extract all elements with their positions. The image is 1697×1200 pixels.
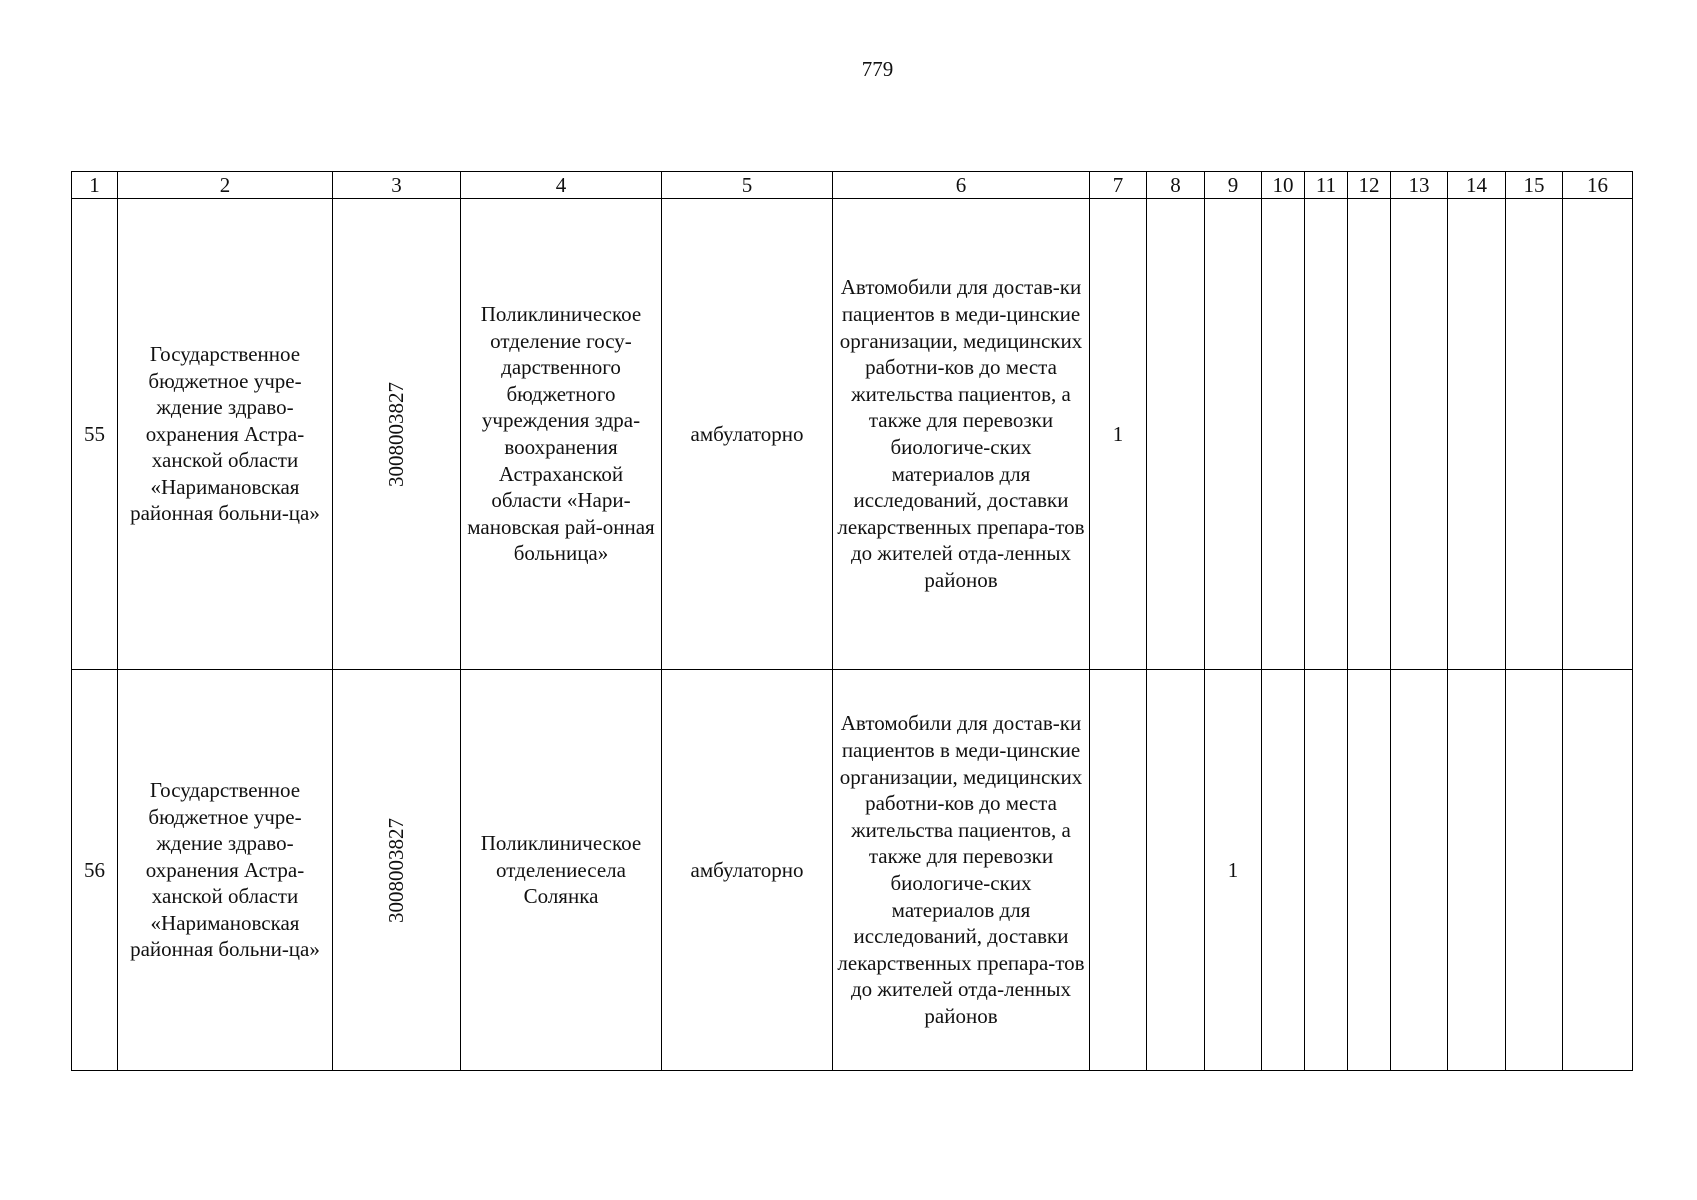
column-number: 7 (1090, 172, 1147, 199)
value-cell-13 (1391, 670, 1448, 1071)
vehicle-purpose: Автомобили для достав-ки пациентов в меди-цинские организации, медицинских работни-ков до места жительства пациентов, а также для перевозки биологиче-ских материалов для исследований, доставки лекарственных препара-тов до жителей отда-ленных районов (837, 711, 1085, 1028)
column-number: 11 (1305, 172, 1348, 199)
value-cell-13 (1391, 199, 1448, 670)
division-cell (461, 670, 662, 1071)
value-cell-15 (1506, 670, 1563, 1071)
value-cell-12 (1348, 670, 1391, 1071)
division-name: Поликлиническое отделение госу-дарственного бюджетного учреждения здра-воохранения Астраханской области «Нари-мановская рай-онная больница» (467, 302, 655, 566)
value-cell-9: 1 (1205, 670, 1262, 1071)
column-number: 2 (118, 172, 333, 199)
vehicle-purpose-cell (833, 199, 1090, 670)
value-cell-14 (1448, 199, 1506, 670)
value-cell-16 (1563, 670, 1633, 1071)
value-cell-16 (1563, 199, 1633, 670)
organization-cell (118, 199, 333, 670)
value-cell-10 (1262, 670, 1305, 1071)
inn-value: 3008003827 (384, 381, 409, 487)
value-cell-11 (1305, 670, 1348, 1071)
column-number: 1 (72, 172, 118, 199)
vehicle-purpose-cell (833, 670, 1090, 1071)
column-number: 14 (1448, 172, 1506, 199)
column-number: 16 (1563, 172, 1633, 199)
page-number: 779 (861, 57, 894, 81)
column-number: 12 (1348, 172, 1391, 199)
value-cell-11 (1305, 199, 1348, 670)
division-name: Поликлиническое отделениесела Солянка (480, 831, 642, 909)
column-number: 3 (333, 172, 461, 199)
value-cell-9 (1205, 199, 1262, 670)
value-cell-10 (1262, 199, 1305, 670)
vehicle-purpose: Автомобили для достав-ки пациентов в меди-цинские организации, медицинских работни-ков до места жительства пациентов, а также для перевозки биологиче-ских материалов для исследований, доставки лекарственных препара-тов до жителей отда-ленных районов (837, 275, 1085, 592)
column-number: 9 (1205, 172, 1262, 199)
organization-name: Государственное бюджетное учре-ждение здраво-охранения Астра-ханской области «Наримановская районная больни-ца» (130, 341, 320, 526)
care-mode-cell: амбулаторно (662, 670, 833, 1071)
column-number: 4 (461, 172, 662, 199)
column-number: 13 (1391, 172, 1448, 199)
organization-cell (118, 670, 333, 1071)
table-row (72, 199, 1633, 670)
value-cell-7 (1090, 670, 1147, 1071)
table-row (72, 670, 1633, 1071)
value-cell-14 (1448, 670, 1506, 1071)
inn-cell (333, 670, 461, 1071)
column-number: 6 (833, 172, 1090, 199)
row-number-cell: 56 (72, 670, 118, 1071)
column-number: 8 (1147, 172, 1205, 199)
value-cell-12 (1348, 199, 1391, 670)
column-number: 15 (1506, 172, 1563, 199)
row-number-cell: 55 (72, 199, 118, 670)
data-table (71, 171, 1633, 1071)
care-mode-cell: амбулаторно (662, 199, 833, 670)
value-cell-8 (1147, 199, 1205, 670)
column-number: 10 (1262, 172, 1305, 199)
column-number: 5 (662, 172, 833, 199)
organization-name: Государственное бюджетное учре-ждение здраво-охранения Астра-ханской области «Наримановская районная больни-ца» (130, 777, 320, 962)
division-cell (461, 199, 662, 670)
inn-value: 3008003827 (384, 817, 409, 923)
column-number-row (72, 172, 1633, 199)
value-cell-8 (1147, 670, 1205, 1071)
value-cell-15 (1506, 199, 1563, 670)
value-cell-7: 1 (1090, 199, 1147, 670)
inn-cell (333, 199, 461, 670)
